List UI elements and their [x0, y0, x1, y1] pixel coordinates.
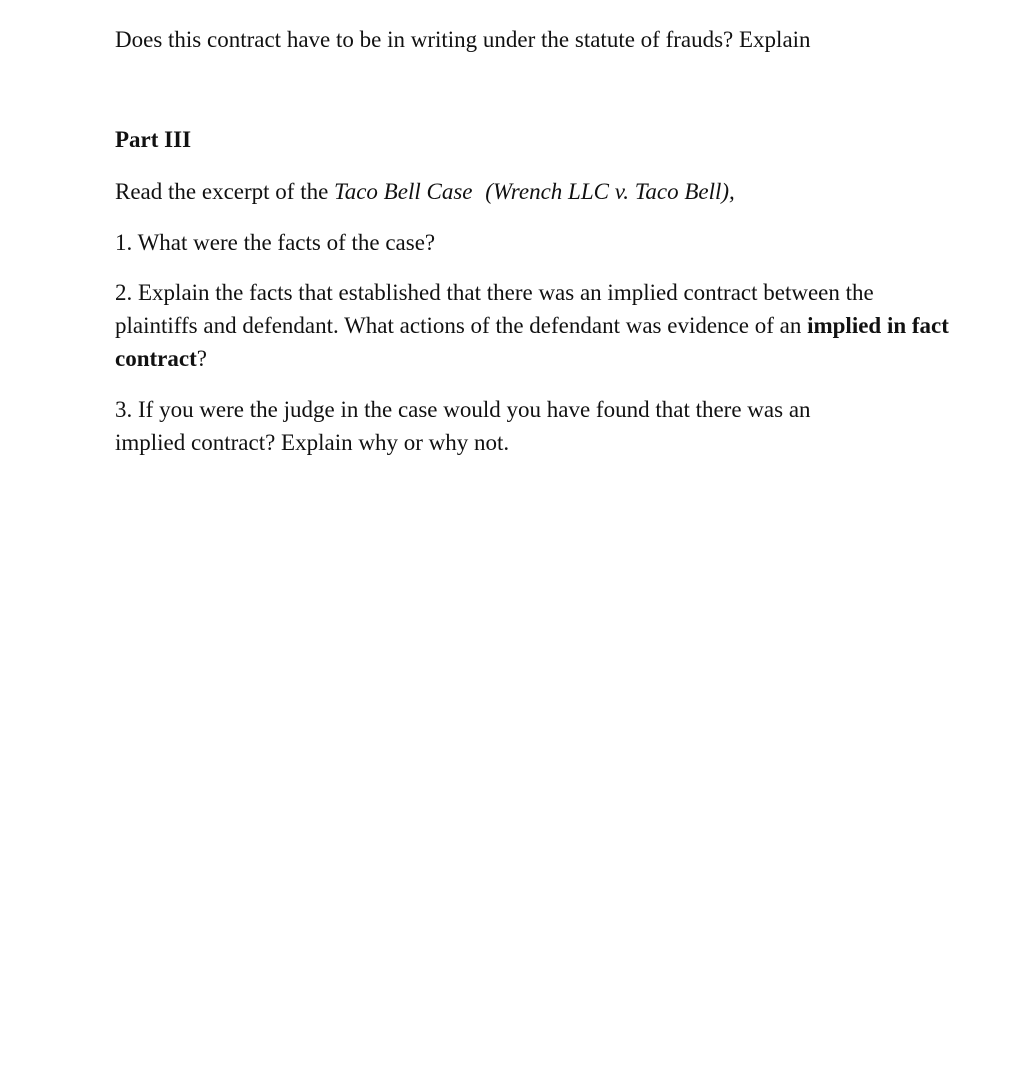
- question-2-end: ?: [196, 346, 207, 371]
- question-1: 1. What were the facts of the case?: [115, 230, 436, 255]
- question-3: 3. If you were the judge in the case would you have found that there was an implied contract? Explain why or why not.: [115, 397, 811, 455]
- read-prompt-prefix: Read the excerpt of the: [115, 179, 335, 204]
- question-2-text: 2. Explain the facts that established that there was an implied contract between the plaintiffs and defendant. What actions of the defendant was evidence of an: [115, 280, 874, 338]
- case-full-name: (Wrench LLC v. Taco Bell),: [485, 179, 735, 204]
- implied-in-fact-contract-term: implied in fact contract: [115, 313, 949, 371]
- read-excerpt-prompt: [115, 175, 955, 208]
- statute-of-frauds-question: Does this contract have to be in writing under the statute of frauds? Explain: [115, 27, 811, 52]
- question-2: [115, 276, 955, 375]
- part-heading: Part III: [115, 127, 192, 152]
- case-short-name: Taco Bell Case: [334, 179, 473, 204]
